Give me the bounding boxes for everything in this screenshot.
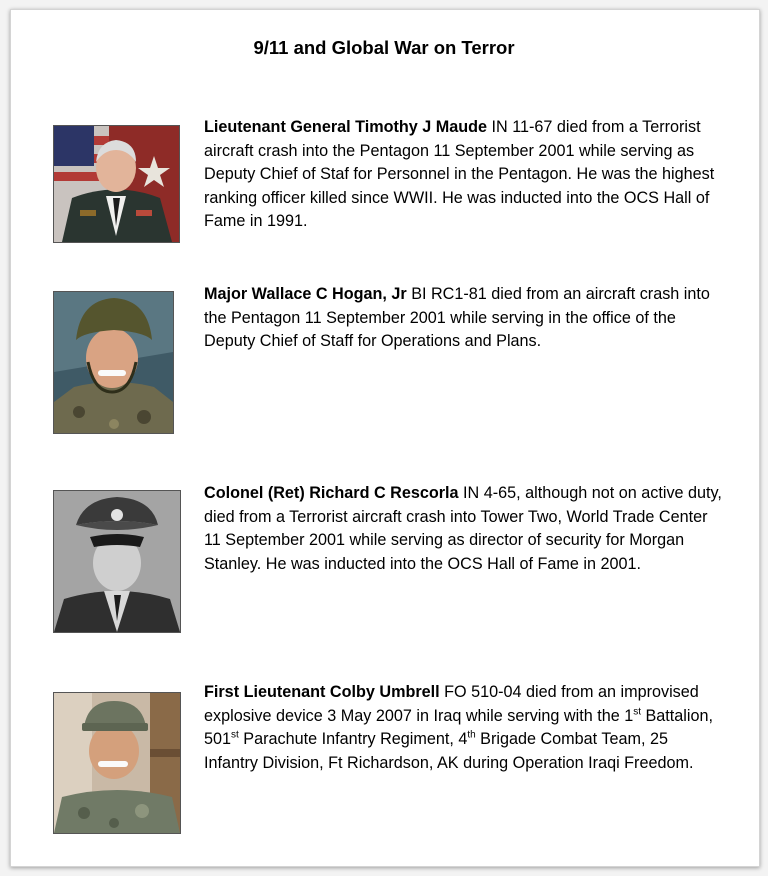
entry-description: BI RC1-81 died from an aircraft crash into the Pentagon 11 September 2001 while serving in the office of the Deputy Chief of Staff for Operations and Plans. bbox=[204, 285, 710, 350]
ordinal-suffix: st bbox=[231, 729, 239, 741]
entry-description: IN 4-65, although not on active duty, died from a Terrorist aircraft crash into Tower Two, World Trade Center 11 September 2001 while serving as director of security for Morgan Stanley. He was inducted into the OCS Hall of Fame in 2001. bbox=[204, 484, 722, 573]
page-title: 9/11 and Global War on Terror bbox=[253, 37, 515, 58]
portrait-photo bbox=[53, 692, 181, 834]
entry-description: FO 510-04 died from an improvised explosive device 3 May 2007 in Iraq while serving with the 1 bbox=[204, 683, 699, 725]
entry-description: Brigade Combat Team, 25 Infantry Division, Ft Richardson, AK during Operation Iraqi Freedom. bbox=[204, 730, 694, 772]
entry-description: Battalion, 501 bbox=[204, 706, 713, 748]
entry-text bbox=[204, 116, 724, 234]
portrait-photo bbox=[53, 490, 181, 633]
entry-name: Major Wallace C Hogan, Jr bbox=[204, 285, 407, 303]
ordinal-suffix: st bbox=[633, 706, 641, 718]
entry-name: First Lieutenant Colby Umbrell bbox=[204, 683, 440, 701]
entry-text bbox=[204, 681, 724, 775]
entry-text bbox=[204, 482, 724, 576]
entry-description: Parachute Infantry Regiment, 4 bbox=[238, 730, 468, 748]
entry-text bbox=[204, 283, 724, 354]
entry-description: IN 11-67 died from a Terrorist aircraft crash into the Pentagon 11 September 2001 while serving as Deputy Chief of Staf for Personnel in the Pentagon. He was the highest ranking officer killed since WWII. He was inducted into the OCS Hall of Fame in 1991. bbox=[204, 118, 715, 230]
ordinal-suffix: th bbox=[467, 729, 476, 741]
portrait-photo bbox=[53, 125, 180, 243]
portrait-photo bbox=[53, 291, 174, 434]
entry-name: Colonel (Ret) Richard C Rescorla bbox=[204, 484, 459, 502]
entry-name: Lieutenant General Timothy J Maude bbox=[204, 118, 488, 136]
